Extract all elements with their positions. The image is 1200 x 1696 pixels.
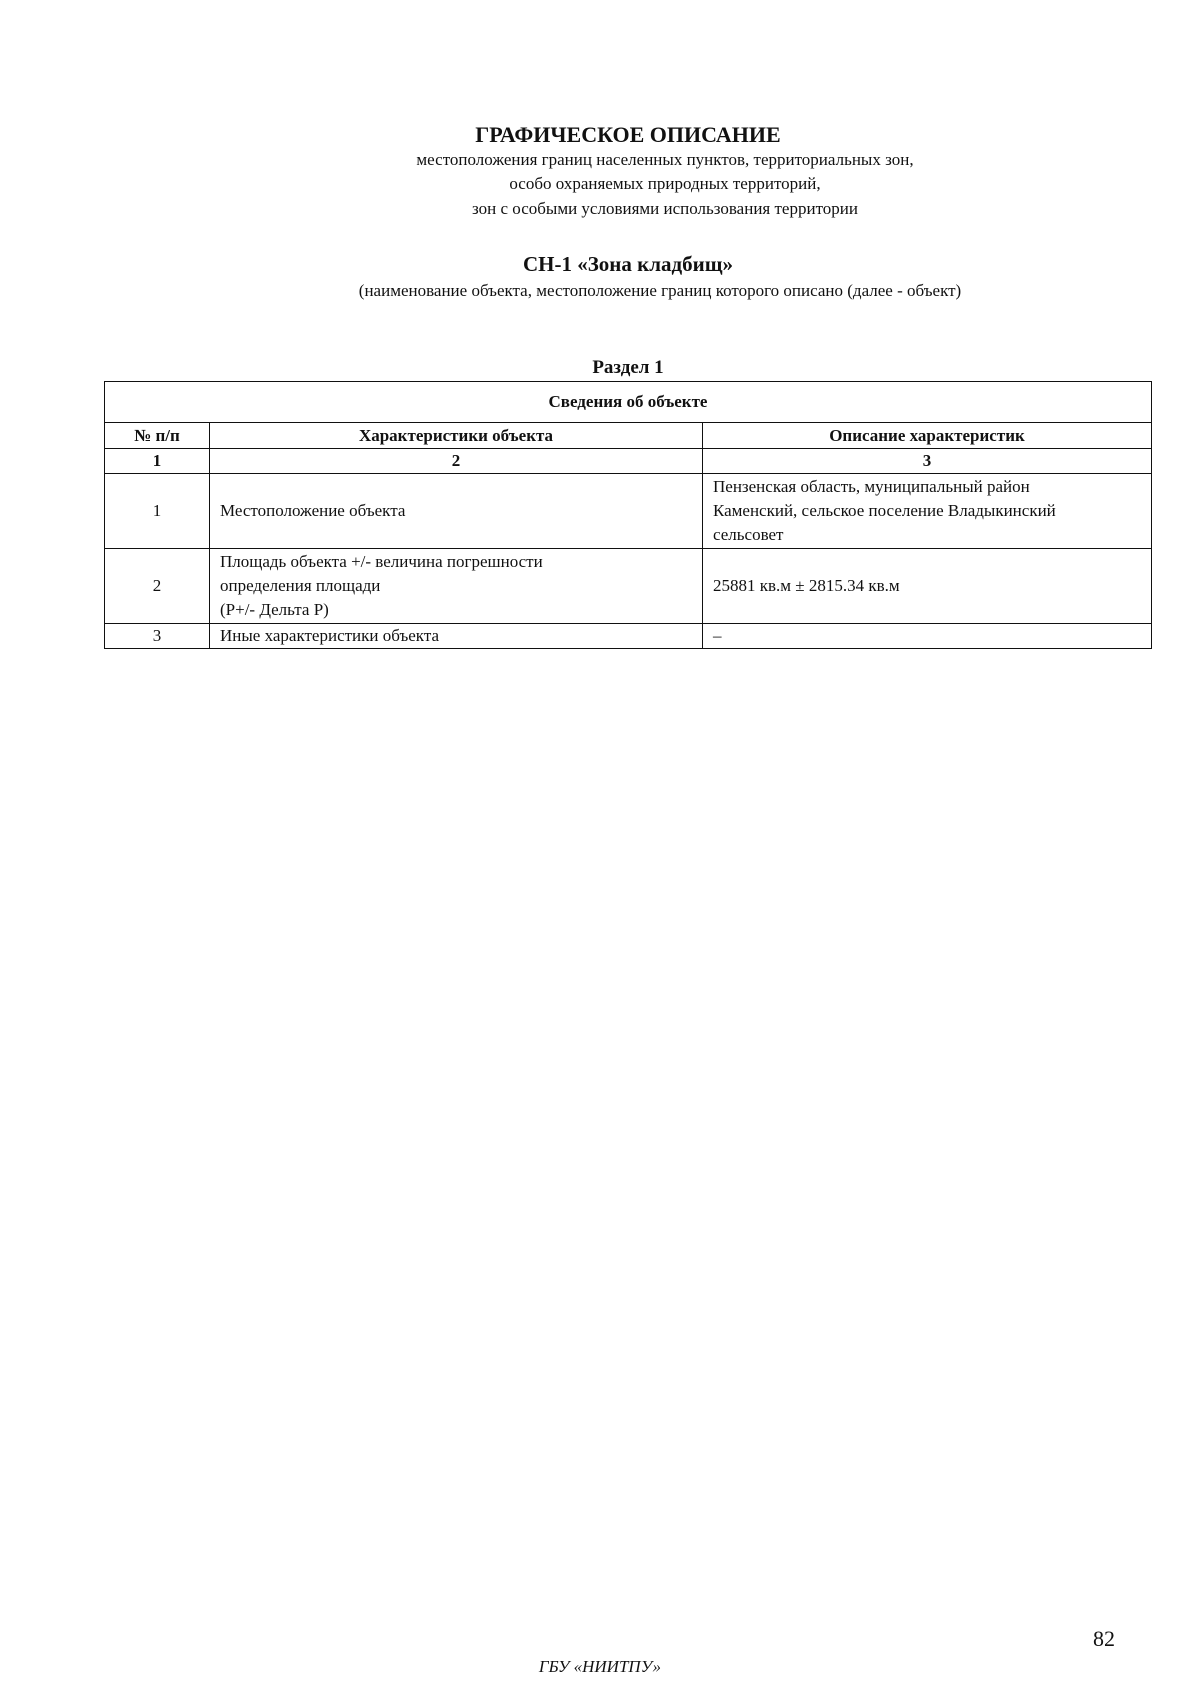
row-number: 1 — [105, 474, 210, 549]
row-characteristic-line: определения площади — [220, 576, 381, 595]
document-title: ГРАФИЧЕСКОЕ ОПИСАНИЕ — [475, 122, 781, 147]
table-caption-row — [105, 382, 1152, 423]
page-number: 82 — [1093, 1626, 1115, 1651]
row-characteristic — [210, 624, 703, 649]
footer-organization: ГБУ «НИИТПУ» — [538, 1657, 662, 1676]
row-number: 2 — [105, 549, 210, 624]
table-row — [105, 474, 1152, 549]
subtitle-line-1: местоположения границ населенных пунктов, территориальных зон, — [416, 150, 914, 169]
row-characteristic-line: Местоположение объекта — [220, 501, 406, 520]
subtitle-line-2: особо охраняемых природных территорий, — [509, 174, 821, 193]
object-caption: (наименование объекта, местоположение границ которого описано (далее - объект) — [358, 281, 962, 300]
row-characteristic-line: (P+/- Дельта P) — [220, 600, 329, 619]
subtitle-line-3: зон с особыми условиями использования территории — [472, 199, 858, 218]
row-description-line: Каменский, сельское поселение Владыкинский — [713, 501, 1056, 520]
row-characteristic — [210, 474, 703, 549]
table-row — [105, 549, 1152, 624]
row-number: 3 — [105, 624, 210, 649]
column-header-number: № п/п — [105, 423, 210, 449]
object-info-table — [104, 381, 1152, 649]
row-description-line: Пензенская область, муниципальный район — [713, 477, 1030, 496]
table-header-row — [105, 423, 1152, 449]
row-description-line: – — [713, 626, 722, 645]
column-number-row — [105, 449, 1152, 474]
object-name: СН-1 «Зона кладбищ» — [522, 252, 733, 276]
column-number-1: 1 — [105, 449, 210, 474]
table-row — [105, 624, 1152, 649]
row-description — [703, 549, 1152, 624]
row-description — [703, 474, 1152, 549]
row-characteristic-line: Иные характеристики объекта — [220, 626, 440, 645]
row-characteristic-line: Площадь объекта +/- величина погрешности — [220, 552, 543, 571]
column-header-description: Описание характеристик — [703, 423, 1152, 449]
row-description-line: сельсовет — [713, 525, 784, 544]
row-description — [703, 624, 1152, 649]
column-number-2: 2 — [210, 449, 703, 474]
row-description-line: 25881 кв.м ± 2815.34 кв.м — [713, 576, 900, 595]
column-header-characteristic: Характеристики объекта — [210, 423, 703, 449]
section-title: Раздел 1 — [592, 357, 664, 378]
table-caption: Сведения об объекте — [105, 382, 1152, 423]
row-characteristic — [210, 549, 703, 624]
column-number-3: 3 — [703, 449, 1152, 474]
